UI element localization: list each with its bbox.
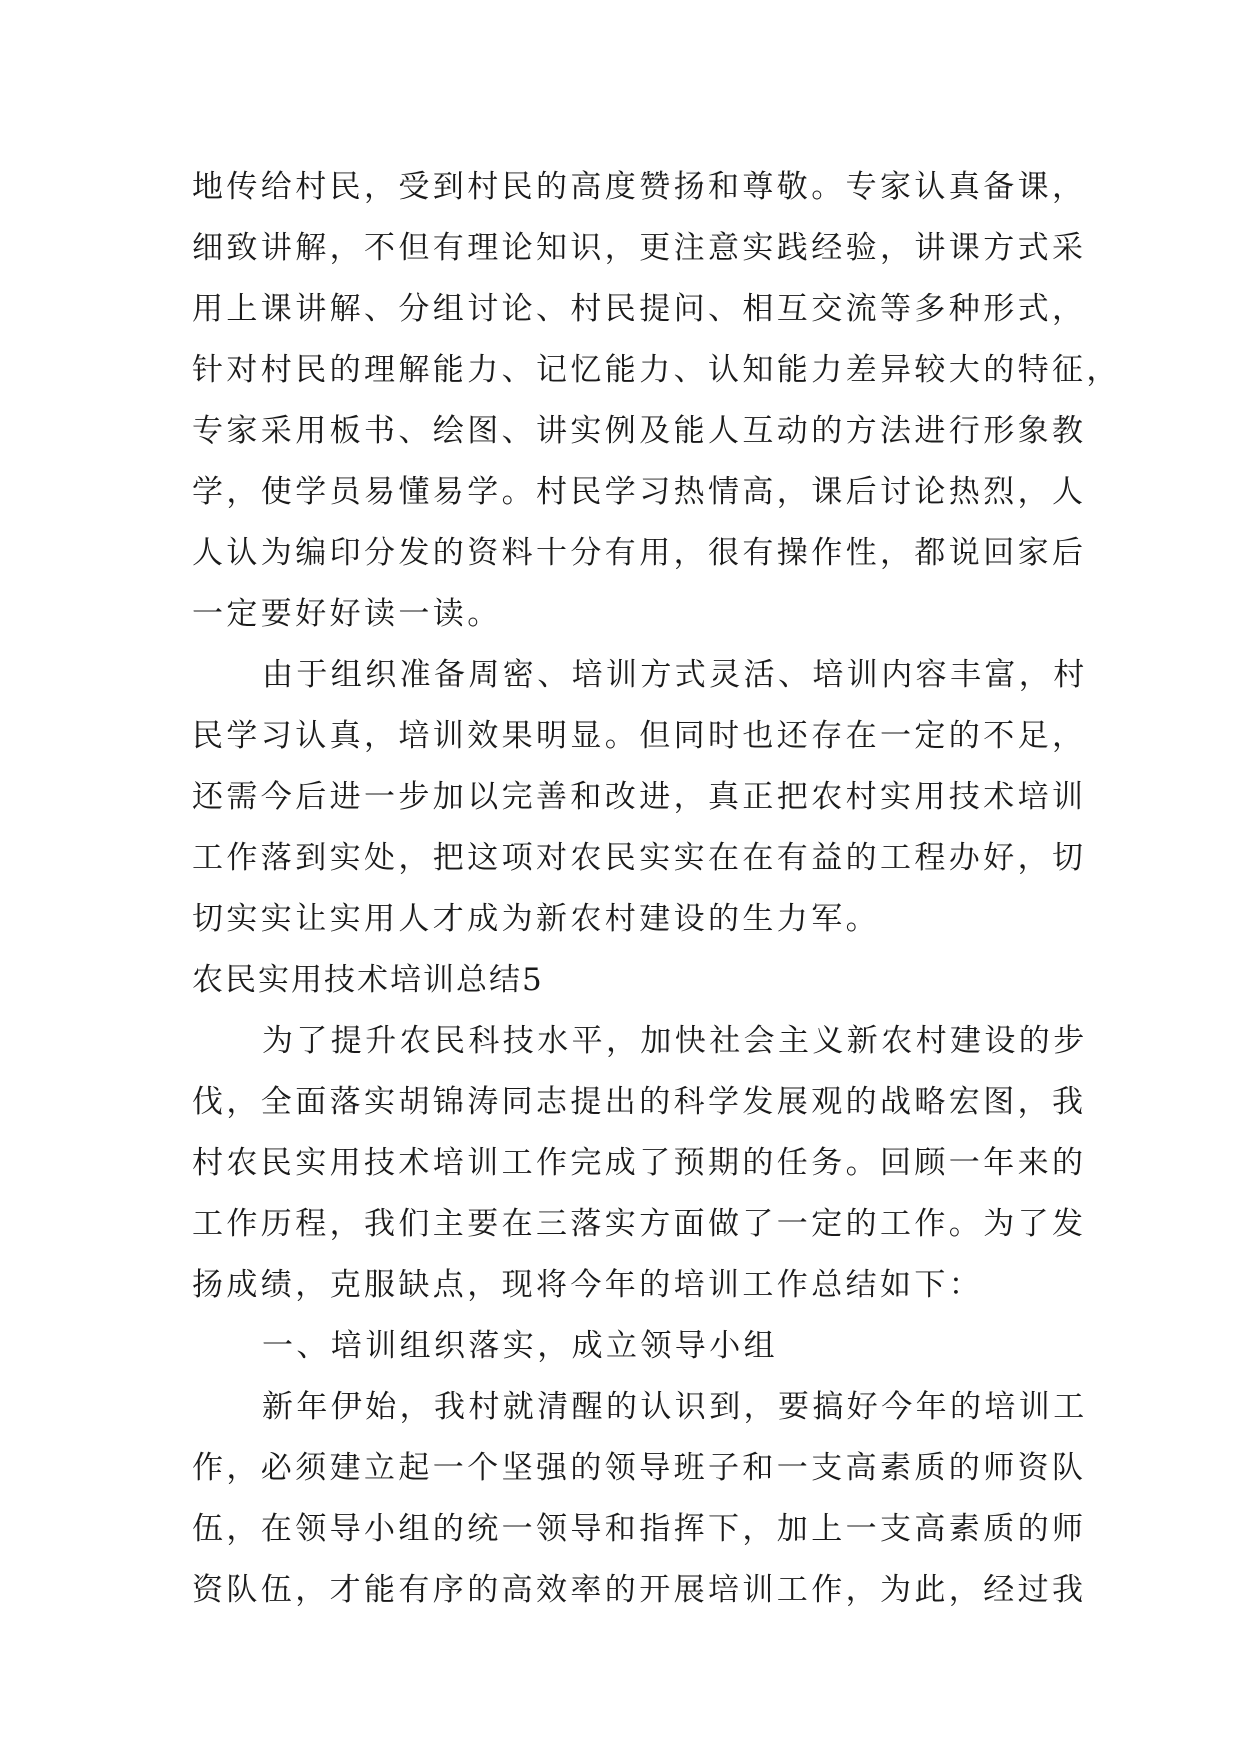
text-line: 扬成绩，克服缺点，现将今年的培训工作总结如下： bbox=[192, 1267, 984, 1303]
text-line: 民学习认真，培训效果明显。但同时也还存在一定的不足， bbox=[192, 718, 1087, 754]
document-body bbox=[192, 157, 1121, 1621]
text-line: 伍，在领导小组的统一领导和指挥下，加上一支高素质的师 bbox=[192, 1511, 1087, 1547]
text-line: 资队伍，才能有序的高效率的开展培训工作，为此，经过我 bbox=[192, 1572, 1087, 1608]
text-line: 工作历程，我们主要在三落实方面做了一定的工作。为了发 bbox=[192, 1206, 1087, 1242]
paragraph-intro bbox=[192, 1011, 1088, 1316]
section-title bbox=[192, 950, 1072, 1011]
text-line: 村农民实用技术培训工作完成了预期的任务。回顾一年来的 bbox=[192, 1145, 1087, 1181]
text-line: 由于组织准备周密、培训方式灵活、培训内容丰富，村 bbox=[262, 657, 1088, 693]
text-line: 工作落到实处，把这项对农民实实在在有益的工程办好，切 bbox=[192, 840, 1087, 876]
text-line: 为了提升农民科技水平，加快社会主义新农村建设的步 bbox=[262, 1023, 1088, 1059]
text-line: 专家采用板书、绘图、讲实例及能人互动的方法进行形象教 bbox=[192, 413, 1087, 449]
text-line: 农民实用技术培训总结5 bbox=[192, 962, 544, 998]
text-line: 一定要好好读一读。 bbox=[192, 596, 502, 632]
paragraph-new-year bbox=[192, 1377, 1088, 1621]
text-line: 新年伊始，我村就清醒的认识到，要搞好今年的培训工 bbox=[262, 1389, 1088, 1425]
text-line: 切实实让实用人才成为新农村建设的生力军。 bbox=[192, 901, 880, 937]
subheading-organization bbox=[192, 1316, 1072, 1377]
text-line: 人认为编印分发的资料十分有用，很有操作性，都说回家后 bbox=[192, 535, 1087, 571]
text-line: 还需今后进一步加以完善和改进，真正把农村实用技术培训 bbox=[192, 779, 1087, 815]
text-line: 用上课讲解、分组讨论、村民提问、相互交流等多种形式， bbox=[192, 291, 1087, 327]
paragraph-continued-teaching bbox=[192, 157, 1121, 645]
text-line: 伐，全面落实胡锦涛同志提出的科学发展观的战略宏图，我 bbox=[192, 1084, 1087, 1120]
text-line: 细致讲解，不但有理论知识，更注意实践经验，讲课方式采 bbox=[192, 230, 1087, 266]
text-line: 地传给村民，受到村民的高度赞扬和尊敬。专家认真备课， bbox=[192, 169, 1087, 205]
paragraph-results bbox=[192, 645, 1088, 950]
text-line: 一、培训组织落实，成立领导小组 bbox=[262, 1328, 778, 1364]
text-line: 学，使学员易懂易学。村民学习热情高，课后讨论热烈，人 bbox=[192, 474, 1087, 510]
text-line: 作，必须建立起一个坚强的领导班子和一支高素质的师资队 bbox=[192, 1450, 1087, 1486]
text-line: 针对村民的理解能力、记忆能力、认知能力差异较大的特征， bbox=[192, 352, 1121, 388]
